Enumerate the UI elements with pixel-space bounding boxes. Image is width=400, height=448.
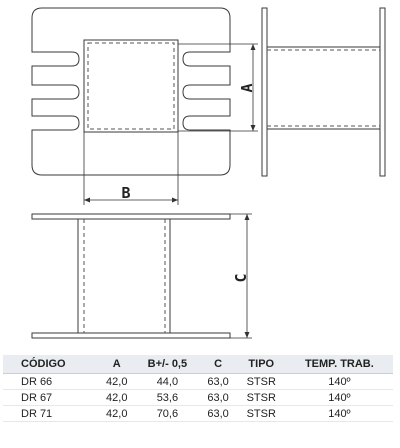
bobbin-side-view bbox=[262, 8, 385, 176]
cell-b: 70,6 bbox=[135, 406, 199, 422]
cell-c: 63,0 bbox=[199, 374, 236, 390]
cell-temp: 140º bbox=[286, 406, 393, 422]
dimension-b-label: B bbox=[121, 184, 131, 202]
cell-b: 44,0 bbox=[135, 374, 199, 390]
cell-codigo: DR 71 bbox=[3, 406, 98, 422]
cell-tipo: STSR bbox=[237, 374, 286, 390]
cell-a: 42,0 bbox=[98, 374, 135, 390]
table-row bbox=[3, 390, 393, 406]
cell-tipo: STSR bbox=[237, 390, 286, 406]
cell-codigo: DR 66 bbox=[3, 374, 98, 390]
cell-a: 42,0 bbox=[98, 390, 135, 406]
flange-outline bbox=[32, 8, 230, 175]
dimension-a-label: A bbox=[238, 83, 256, 93]
table-row bbox=[3, 374, 393, 390]
cell-temp: 140º bbox=[286, 374, 393, 390]
cell-tipo: STSR bbox=[237, 406, 286, 422]
cell-codigo: DR 67 bbox=[3, 390, 98, 406]
cell-temp: 140º bbox=[286, 390, 393, 406]
header-a: A bbox=[98, 355, 135, 374]
core-window bbox=[84, 40, 178, 132]
side-flange-left bbox=[262, 8, 267, 176]
bobbin-front-view bbox=[32, 214, 252, 338]
cell-c: 63,0 bbox=[199, 390, 236, 406]
front-flange-bottom bbox=[32, 333, 230, 338]
header-codigo: CÓDIGO bbox=[3, 355, 98, 374]
header-temp: TEMP. TRAB. bbox=[286, 355, 393, 374]
table-row bbox=[3, 406, 393, 422]
cell-c: 63,0 bbox=[199, 406, 236, 422]
cell-b: 53,6 bbox=[135, 390, 199, 406]
side-flange-right bbox=[380, 8, 385, 176]
header-tipo: TIPO bbox=[237, 355, 286, 374]
core-window-inner bbox=[88, 43, 174, 129]
dimension-c-label: C bbox=[232, 273, 250, 283]
spec-table bbox=[3, 355, 393, 422]
header-b: B+/- 0,5 bbox=[135, 355, 199, 374]
header-c: C bbox=[199, 355, 236, 374]
bobbin-top-view bbox=[32, 8, 258, 205]
cell-a: 42,0 bbox=[98, 406, 135, 422]
front-flange-top bbox=[32, 214, 230, 219]
table-header-row bbox=[3, 355, 393, 374]
